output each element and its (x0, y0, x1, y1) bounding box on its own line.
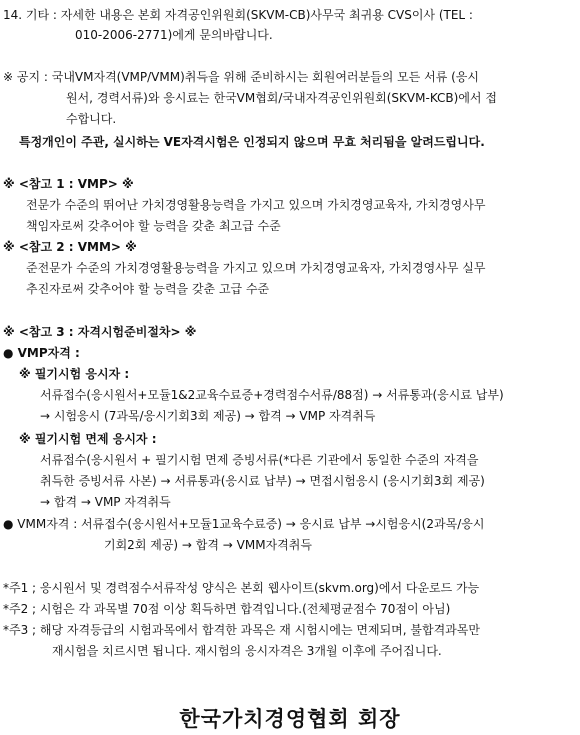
text-line: 원서, 경력서류)와 응시료는 한국VM협회/국내자격공인위원회(SKVM-KCB)에서 접 (66, 91, 497, 105)
text-line: ● VMM자격 : 서류접수(응시원서+모듈1교육수료증) → 응시료 납부 →시험응시(2과목/응시 (3, 517, 485, 531)
text-line: ※ <참고 1 : VMP> ※ (3, 177, 134, 191)
text-line: 전문가 수준의 뛰어난 가치경영활용능력을 가지고 있으며 가치경영교육자, 가치경영사무 (26, 198, 486, 212)
text-line: ● VMP자격 : (3, 346, 80, 360)
text-line: *주3 ; 해당 자격등급의 시험과목에서 합격한 과목은 재 시험시에는 면제되며, 불합격과목만 (3, 623, 480, 637)
text-line: 특정개인이 주관, 실시하는 VE자격시험은 인정되지 않으며 무효 처리됨을 알려드립니다. (19, 135, 485, 149)
text-line: 책임자로써 갖추어야 할 능력을 갖춘 최고급 수준 (26, 219, 281, 233)
text-line: 서류접수(응시원서 + 필기시험 면제 증빙서류(*다른 기관에서 동일한 수준의 자격을 (40, 453, 479, 467)
text-line: 수합니다. (66, 112, 117, 126)
text-line: ※ <참고 2 : VMM> ※ (3, 240, 137, 254)
text-line: → 시험응시 (7과목/응시기회3회 제공) → 합격 → VMP 자격취득 (40, 409, 376, 423)
text-line: 추진자로써 갖추어야 할 능력을 갖춘 고급 수준 (26, 282, 270, 296)
text-line: ※ 필기시험 면제 응시자 : (19, 432, 157, 446)
text-line: *주1 ; 응시원서 및 경력점수서류작성 양식은 본회 웹사이트(skvm.org)에서 다운로드 가능 (3, 581, 480, 595)
text-line: 서류접수(응시원서+모듈1&2교육수료증+경력점수서류/88점) → 서류통과(응시료 납부) (40, 388, 504, 402)
text-line: 준전문가 수준의 가치경영활용능력을 가지고 있으며 가치경영교육자, 가치경영사무 실무 (26, 261, 486, 275)
text-line: *주2 ; 시험은 각 과목별 70점 이상 획득하면 합격입니다.(전체평균점수 70점이 아님) (3, 602, 451, 616)
text-line: ※ <참고 3 : 자격시험준비절차> ※ (3, 325, 197, 339)
text-line: ※ 공지 : 국내VM자격(VMP/VMM)취득을 위해 준비하시는 회원여러분들의 모든 서류 (응시 (3, 70, 479, 84)
text-line: 취득한 증빙서류 사본) → 서류통과(응시료 납부) → 면접시험응시 (응시기회3회 제공) (40, 474, 485, 488)
text-line: 010-2006-2771)에게 문의바랍니다. (75, 28, 273, 42)
signature-title: 한국가치경영협회 회장 (179, 707, 401, 731)
text-line: 14. 기타 : 자세한 내용은 본회 자격공인위원회(SKVM-CB)사무국 최귀용 CVS이사 (TEL : (3, 8, 473, 22)
text-line: 재시험을 치르시면 됩니다. 재시험의 응시자격은 3개월 이후에 주어집니다. (52, 644, 442, 658)
text-line: → 합격 → VMP 자격취득 (40, 495, 171, 509)
text-line: ※ 필기시험 응시자 : (19, 367, 130, 381)
text-line: 기회2회 제공) → 합격 → VMM자격취득 (104, 538, 312, 552)
